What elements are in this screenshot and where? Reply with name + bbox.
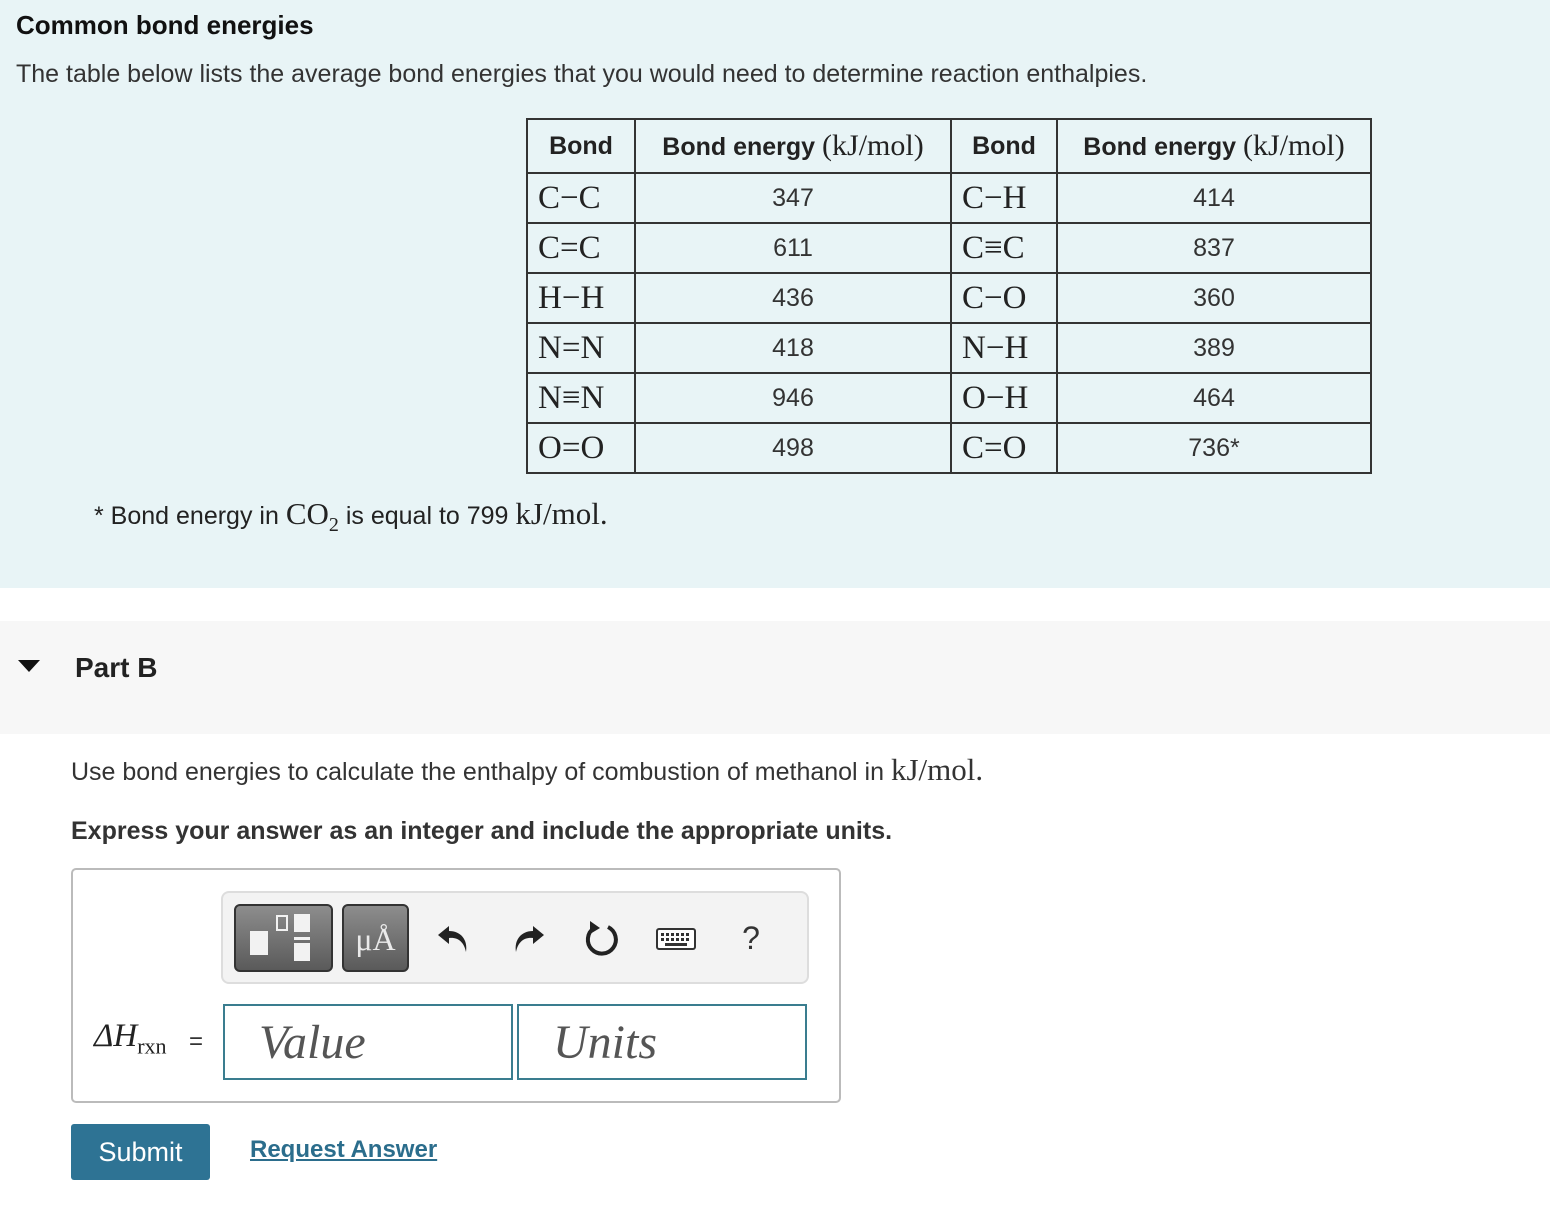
energy-cell: 464: [1057, 373, 1371, 423]
part-header[interactable]: [0, 621, 1550, 734]
help-button[interactable]: ?: [742, 920, 760, 956]
bond-cell: N=N: [527, 323, 635, 373]
bond-cell: H−H: [527, 273, 635, 323]
bond-cell: C=C: [527, 223, 635, 273]
bond-cell: N−H: [951, 323, 1057, 373]
equals-sign: =: [189, 1028, 204, 1055]
value-input[interactable]: [223, 1004, 513, 1080]
table-row: [527, 173, 1371, 223]
redo-icon[interactable]: [509, 918, 549, 958]
energy-cell: 946: [635, 373, 951, 423]
table-footnote: * Bond energy in $CO_2$ is equal to 799 kJ/mol.: [94, 496, 608, 537]
bond-cell: O=O: [527, 423, 635, 473]
bond-cell: C−C: [527, 173, 635, 223]
table-row: [527, 373, 1371, 423]
bond-cell: C=O: [951, 423, 1057, 473]
energy-cell: 736*: [1057, 423, 1371, 473]
header-bond-2: Bond: [951, 119, 1057, 173]
table-row: [527, 323, 1371, 373]
energy-cell: 414: [1057, 173, 1371, 223]
table-row: [527, 223, 1371, 273]
energy-cell: 611: [635, 223, 951, 273]
energy-cell: 389: [1057, 323, 1371, 373]
header-bond-1: Bond: [527, 119, 635, 173]
info-title: Common bond energies: [16, 10, 314, 40]
bond-cell: C≡C: [951, 223, 1057, 273]
energy-cell: 418: [635, 323, 951, 373]
energy-cell: 347: [635, 173, 951, 223]
energy-cell: 498: [635, 423, 951, 473]
templates-button[interactable]: [234, 904, 333, 972]
delta-h-label: $\Delta H_{rxn}$: [94, 1018, 167, 1059]
bond-cell: C−O: [951, 273, 1057, 323]
bond-cell: O−H: [951, 373, 1057, 423]
undo-icon[interactable]: [433, 918, 473, 958]
keyboard-icon[interactable]: [655, 918, 697, 958]
question-text: Use bond energies to calculate the enthalpy of combustion of methanol in kJ/mol.: [71, 752, 984, 787]
table-row: [527, 273, 1371, 323]
energy-cell: 436: [635, 273, 951, 323]
bond-cell: C−H: [951, 173, 1057, 223]
table-row: [527, 423, 1371, 473]
energy-cell: 360: [1057, 273, 1371, 323]
request-answer-link[interactable]: Request Answer: [250, 1136, 438, 1163]
header-energy-1: Bond energy (kJ/mol): [635, 119, 951, 173]
answer-instruction: Express your answer as an integer and include the appropriate units.: [71, 817, 893, 845]
collapse-triangle-icon[interactable]: [18, 660, 40, 672]
templates-icon: [236, 906, 331, 970]
energy-cell: 837: [1057, 223, 1371, 273]
units-symbol-button[interactable]: μÅ: [342, 904, 409, 972]
units-input[interactable]: [517, 1004, 807, 1080]
bond-cell: N≡N: [527, 373, 635, 423]
bond-energy-table: [526, 118, 1372, 474]
submit-button[interactable]: Submit: [71, 1124, 210, 1180]
part-title: Part B: [75, 652, 158, 683]
header-energy-2: Bond energy (kJ/mol): [1057, 119, 1371, 173]
info-description: The table below lists the average bond energies that you would need to determine reaction enthalpies.: [16, 60, 1148, 88]
reset-icon[interactable]: [581, 918, 621, 958]
table-header-row: [527, 119, 1371, 173]
